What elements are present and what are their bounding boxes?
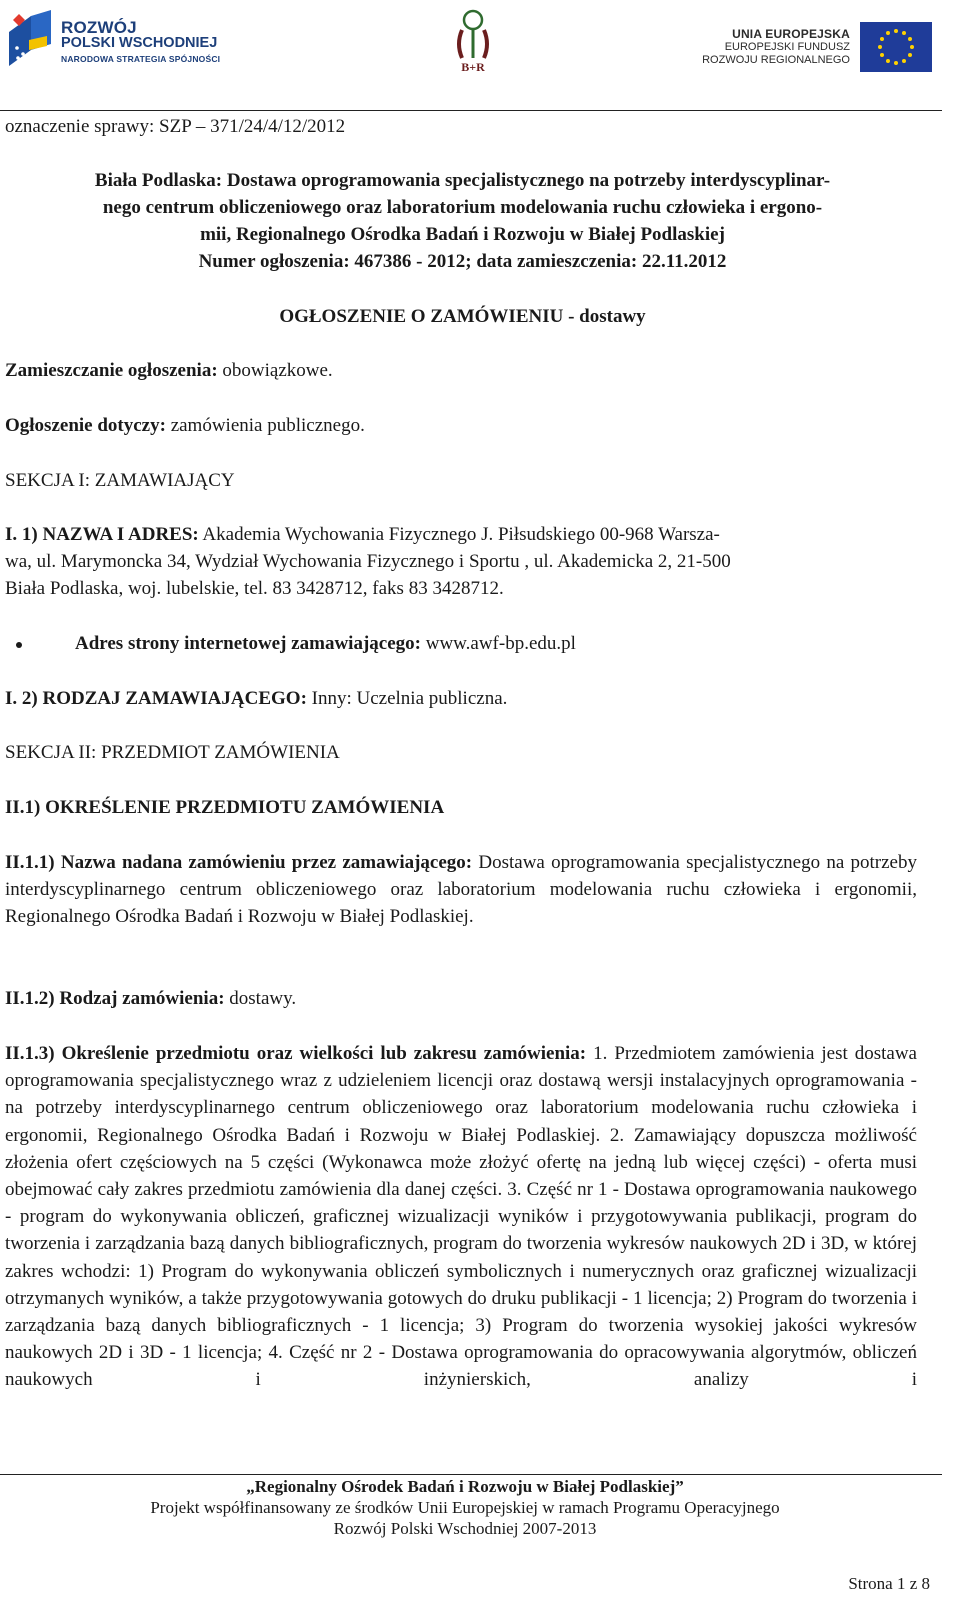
concerns-value: zamówienia publicznego. (165, 415, 365, 436)
rpw-line2: POLSKI WSCHODNIEJ (61, 34, 218, 51)
i1-text-1: Akademia Wychowania Fizycznego J. Piłsudskiego 00-968 Warsza- (198, 524, 720, 545)
ii12-row (5, 986, 296, 1011)
ii12-value: dostawy. (224, 988, 297, 1009)
title-line-4: Numer ogłoszenia: 467386 - 2012; data zamieszczenia: 22.11.2012 (198, 251, 727, 272)
ii13-paragraph (5, 1040, 917, 1394)
ue-efrr-logo (702, 22, 932, 72)
awf-br-logo (448, 8, 498, 74)
rpw-emblem-icon (9, 10, 51, 72)
website-row (75, 631, 576, 656)
ii13-text: 1. Przedmiotem zamówienia jest dostawa oprogramowania specjalistycznego wraz z udzieleniem licencji oraz dostawą wersji instalacyjnych oprogramowania - na potrzeby interdyscyplinarnego centrum obliczeniowego oraz laboratorium modelowania ruchu człowieka i ergonomii, Regionalnego Ośrodka Badań i Rozwoju w Białej Podlaskiej. 2. Zamawiający dopuszcza możliwość złożenia ofert częściowych na 5 części (Wykonawca może złożyć ofertę na jedną lub więcej części) - oferta musi obejmować cały zakres przedmiotu zamówienia dla danej części. 3. Część nr 1 - Dostawa oprogramowania naukowego - program do wykonywania obliczeń, graficznej wizualizacji wyników i przygotowywania publikacji, program do tworzenia i zarządzania bazą danych bibliograficznych, program do tworzenia wykresów naukowych 2D i 3D, w której zakres wchodzi: 1) Program do wykonywania obliczeń symbolicznych i numerycznych oraz graficznej wizualizacji otrzymanych wyników, a także przygotowywania gotowych do druku publikacji - 1 licencja; 2) Program do tworzenia i zarządzania bazą danych bibliograficznych - 1 licencja; 3) Program do tworzenia wysokiej jakości wykresów naukowych 2D i 3D - 1 licencja; 4. Część nr 2 - Dostawa oprogramowania do opracowywania algorytmów, obliczeń naukowych i inżynierskich, analizy i (5, 1043, 917, 1391)
rpw-line3: NARODOWA STRATEGIA SPÓJNOŚCI (61, 53, 221, 64)
placement-value: obowiązkowe. (217, 360, 333, 381)
i2-row (5, 686, 507, 711)
footer-line-2: Projekt współfinansowany ze środków Unii Europejskiej w ramach Programu Operacyjnego (150, 1498, 780, 1517)
bullet-icon (16, 642, 22, 648)
ii12-label: II.1.2) Rodzaj zamówienia: (5, 988, 225, 1009)
notice-heading: OGŁOSZENIE O ZAMÓWIENIU - dostawy (279, 306, 646, 327)
ii11-label: II.1.1) Nazwa nadana zamówieniu przez zamawiającego: (5, 852, 473, 873)
header-logo-bar (0, 0, 960, 110)
footer-line-3: Rozwój Polski Wschodniej 2007-2013 (333, 1519, 597, 1538)
footer-line-1: „Regionalny Ośrodek Badań i Rozwoju w Białej Podlaskiej” (246, 1477, 684, 1496)
ii11-text: Dostawa oprogramowania specjalistycznego na potrzeby interdyscyplinarnego centrum obliczeniowego oraz laboratorium modelowania ruchu człowieka i ergonomii, Regionalnego Ośrodka Badań i Rozwoju w Białej Podlaskiej. (5, 852, 917, 928)
rozwoj-polski-wschodniej-logo (9, 8, 249, 74)
placement-row (5, 358, 333, 383)
footer (0, 1476, 930, 1539)
ue-line1: UNIA EUROPEJSKA (732, 26, 850, 41)
placement-label: Zamieszczanie ogłoszenia: (5, 360, 218, 381)
eu-flag-icon (860, 22, 932, 72)
i1-line-1 (5, 522, 720, 547)
section-2-heading: SEKCJA II: PRZEDMIOT ZAMÓWIENIA (5, 742, 340, 763)
rpw-line1: ROZWÓJ (61, 17, 137, 37)
i1-label: I. 1) NAZWA I ADRES: (5, 524, 199, 545)
center-logo-text: B+R (461, 60, 485, 74)
i2-value: Inny: Uczelnia publiczna. (306, 688, 508, 709)
page-number: Strona 1 z 8 (848, 1574, 930, 1593)
title-line-1: Biała Podlaska: Dostawa oprogramowania specjalistycznego na potrzeby interdyscyplinar- (94, 170, 831, 191)
title-line-2: nego centrum obliczeniowego oraz laboratorium modelowania ruchu człowieka i ergono- (102, 197, 823, 218)
ii13-label: II.1.3) Określenie przedmiotu oraz wielkości lub zakresu zamówienia: (5, 1043, 587, 1064)
i1-line-3: Biała Podlaska, woj. lubelskie, tel. 83 3428712, faks 83 3428712. (5, 578, 504, 599)
ue-line2: EUROPEJSKI FUNDUSZ (724, 41, 850, 54)
ii11-paragraph (5, 849, 917, 931)
header-divider (0, 110, 942, 111)
title-line-3: mii, Regionalnego Ośrodka Badań i Rozwoju w Białej Podlaskiej (200, 224, 725, 245)
website-value[interactable]: www.awf-bp.edu.pl (420, 633, 576, 654)
website-label: Adres strony internetowej zamawiającego: (75, 633, 421, 654)
ue-line3: ROZWOJU REGIONALNEGO (702, 53, 850, 66)
i2-label: I. 2) RODZAJ ZAMAWIAJĄCEGO: (5, 688, 307, 709)
i1-line-2: wa, ul. Marymoncka 34, Wydział Wychowania Fizycznego i Sportu , ul. Akademicka 2, 21-500 (5, 551, 731, 572)
footer-divider (0, 1474, 942, 1475)
concerns-row (5, 413, 365, 438)
concerns-label: Ogłoszenie dotyczy: (5, 415, 166, 436)
section-1-heading: SEKCJA I: ZAMAWIAJĄCY (5, 470, 235, 491)
case-reference: oznaczenie sprawy: SZP – 371/24/4/12/2012 (5, 116, 346, 137)
ii1-heading: II.1) OKREŚLENIE PRZEDMIOTU ZAMÓWIENIA (5, 797, 445, 818)
